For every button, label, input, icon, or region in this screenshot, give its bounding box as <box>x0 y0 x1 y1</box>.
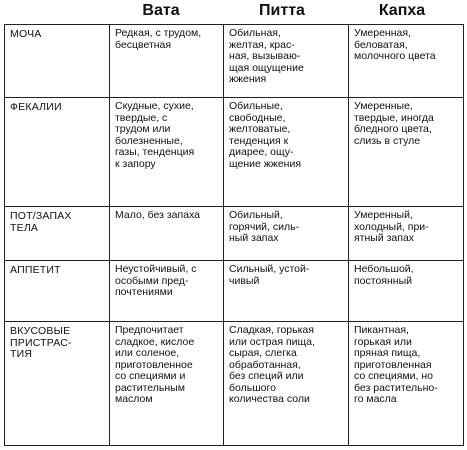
cell-appetite-kapha: Небольшой, постоянный <box>349 261 464 322</box>
column-header-pitta: Питта <box>259 2 305 19</box>
cell-sweat-kapha: Умеренный, холодный, при- ятный запах <box>349 207 464 261</box>
table-row <box>5 25 464 98</box>
dosha-comparison-table <box>4 24 464 446</box>
cell-urine-pitta: Обильная, желтая, крас- ная, вызываю- щая ощущение жжения <box>224 25 349 98</box>
cell-feces-vata: Скудные, сухие, твердые, с трудом или болезненные, газы, тенденция к запору <box>110 98 224 207</box>
row-label-taste: ВКУСОВЫЕ ПРИСТРАС- ТИЯ <box>5 322 110 446</box>
cell-urine-kapha: Умеренная, беловатая, молочного цвета <box>349 25 464 98</box>
cell-appetite-pitta: Сильный, устой- чивый <box>224 261 349 322</box>
row-label-feces: ФЕКАЛИИ <box>5 98 110 207</box>
cell-urine-vata: Редкая, с трудом, бесцветная <box>110 25 224 98</box>
cell-feces-pitta: Обильные, свободные, желтоватые, тенденция к диарее, ощу- щение жжения <box>224 98 349 207</box>
table-row <box>5 98 464 207</box>
cell-sweat-vata: Мало, без запаха <box>110 207 224 261</box>
cell-feces-kapha: Умеренные, твердые, иногда бледного цвета, слизь в стуле <box>349 98 464 207</box>
table-row <box>5 207 464 261</box>
cell-sweat-pitta: Обильный, горячий, силь- ный запах <box>224 207 349 261</box>
cell-taste-kapha: Пикантная, горькая или пряная пища, приготовленная со специями, но без растительно- го масла <box>349 322 464 446</box>
cell-appetite-vata: Неустойчивый, с особыми пред- почтениями <box>110 261 224 322</box>
column-header-kapha: Капха <box>378 2 426 19</box>
row-label-urine: МОЧА <box>5 25 110 98</box>
cell-taste-pitta: Сладкая, горькая или острая пища, сырая, слегка обработанная, без специй или большого количества соли <box>224 322 349 446</box>
column-header-vata: Вата <box>142 2 180 19</box>
table-row <box>5 261 464 322</box>
table-row <box>5 322 464 446</box>
row-label-appetite: АППЕТИТ <box>5 261 110 322</box>
row-label-sweat: ПОТ/ЗАПАХ ТЕЛА <box>5 207 110 261</box>
table-header <box>0 0 467 24</box>
cell-taste-vata: Предпочитает сладкое, кислое или соленое, приготовленное со специями и растительным маслом <box>110 322 224 446</box>
